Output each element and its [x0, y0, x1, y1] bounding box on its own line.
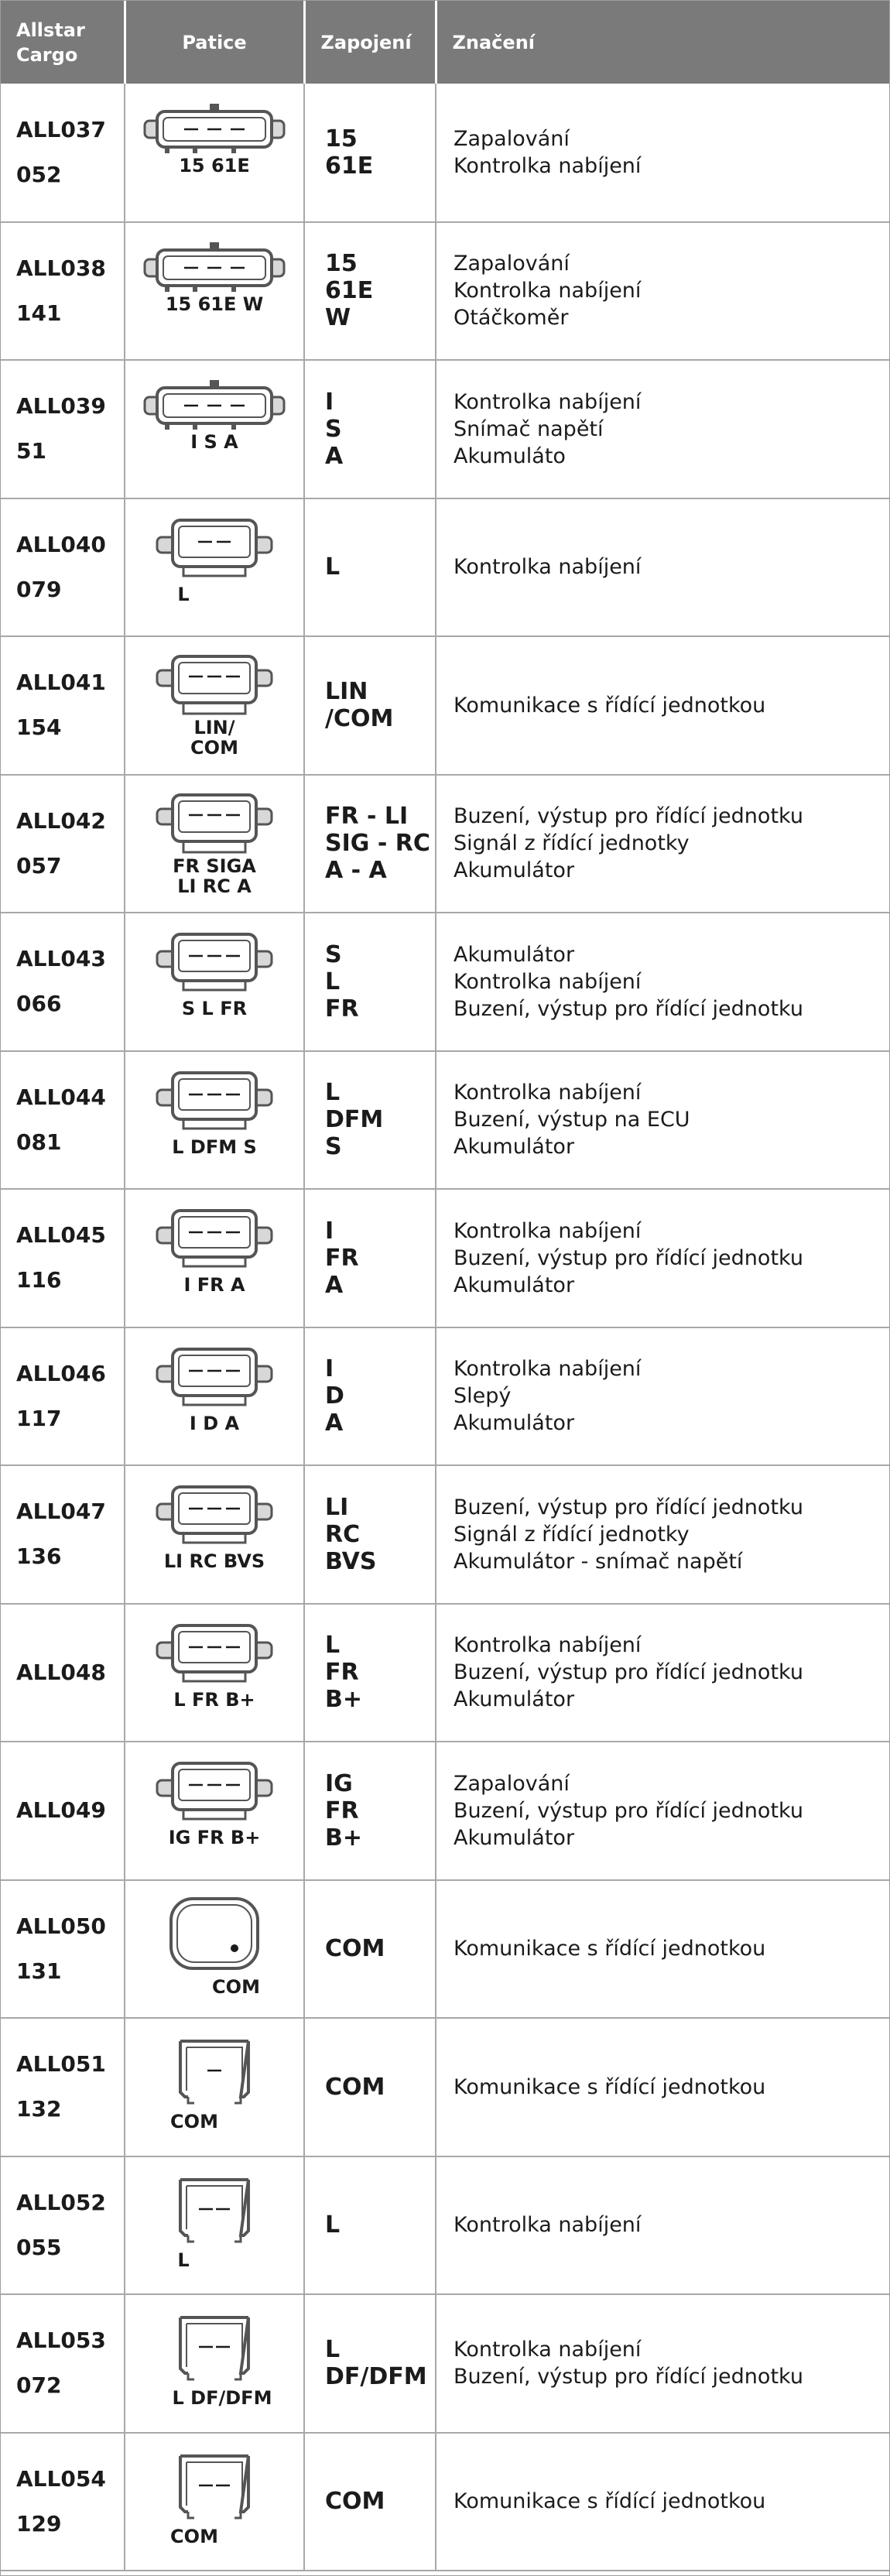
pinout-cell	[304, 2433, 436, 2571]
connector-cell	[125, 222, 304, 361]
part-number: ALL046	[16, 1360, 106, 1386]
pin-name: L	[325, 2336, 341, 2364]
pin-meaning: Buzení, výstup pro řídící jednotku	[454, 804, 803, 829]
pin-name: BVS	[325, 1547, 377, 1575]
pin-meaning: Komunikace s řídící jednotkou	[454, 1937, 766, 1961]
pin-meaning: Kontrolka nabíjení	[454, 1218, 642, 1243]
connector-shape	[157, 1211, 272, 1266]
connector-diagram	[137, 2167, 292, 2283]
pin-meaning: Kontrolka nabíjení	[454, 1357, 642, 1382]
connector-cell	[125, 1189, 304, 1327]
table-row	[1, 360, 889, 498]
connector-shape	[180, 2456, 248, 2518]
pin-name: I	[325, 1217, 334, 1245]
connector-shape	[157, 1763, 272, 1819]
connector-diagram	[137, 1752, 292, 1869]
pinout-cell	[304, 1742, 436, 1880]
pin-name: RC	[325, 1520, 361, 1548]
part-number-suffix: 131	[16, 1958, 62, 1984]
connector-cell	[125, 636, 304, 775]
meaning-cell	[436, 498, 889, 637]
connector-shape	[145, 104, 284, 153]
part-number-cell	[1, 2294, 125, 2433]
pinout-cell	[304, 775, 436, 913]
part-number-cell	[1, 84, 125, 222]
pin-name: I	[325, 388, 334, 416]
table-header-row	[1, 1, 889, 84]
pin-meaning: Akumulátor	[454, 1825, 575, 1850]
meaning-cell	[436, 2018, 889, 2156]
table-row	[1, 2018, 889, 2156]
meaning-cell	[436, 1189, 889, 1327]
part-number-cell	[1, 1880, 125, 2019]
pin-name: COM	[325, 2488, 385, 2516]
pinout-cell	[304, 2018, 436, 2156]
part-number: ALL042	[16, 807, 106, 834]
pinout-cell	[304, 1051, 436, 1190]
header-cargo-line1: Allstar	[16, 19, 85, 41]
connector-diagram	[137, 1476, 292, 1592]
connector-label: 15 61E	[179, 154, 250, 176]
meaning-cell	[436, 1742, 889, 1880]
connector-cell	[125, 913, 304, 1051]
meaning-cell	[436, 2156, 889, 2295]
pin-meaning: Zapalování	[454, 1771, 570, 1796]
pin-name: L	[325, 1632, 341, 1660]
header-znaceni: Značení	[452, 31, 535, 53]
pin-meaning: Kontrolka nabíjení	[454, 555, 642, 580]
pin-meaning: Buzení, výstup pro řídící jednotku	[454, 1798, 803, 1823]
part-number-suffix: 079	[16, 576, 62, 602]
pin-meaning: Akumulátor - snímač napětí	[454, 1549, 743, 1574]
meaning-cell	[436, 1465, 889, 1604]
part-number: ALL052	[16, 2189, 106, 2215]
pin-meaning: Akumulátor	[454, 1411, 575, 1436]
connector-label: I S A	[190, 431, 238, 454]
pin-meaning: Otáčkoměr	[454, 306, 569, 331]
connector-cell	[125, 1051, 304, 1190]
pin-meaning: Kontrolka nabíjení	[454, 389, 642, 414]
pinout-cell	[304, 913, 436, 1051]
table-row	[1, 84, 889, 222]
pin-name: FR	[325, 995, 359, 1023]
pin-meaning: Slepý	[454, 1384, 512, 1409]
pinout-cell	[304, 1880, 436, 2019]
pin-name: B+	[325, 1686, 363, 1714]
pin-meaning: Zapalování	[454, 252, 570, 276]
part-number-cell	[1, 1327, 125, 1466]
connector-diagram	[137, 1338, 292, 1454]
pin-name: DF/DFM	[325, 2363, 427, 2391]
pin-name: COM	[325, 2073, 385, 2101]
connector-diagram	[137, 371, 292, 487]
part-number-suffix: 132	[16, 2096, 62, 2122]
pin-name: FR	[325, 1659, 359, 1687]
part-number-suffix: 154	[16, 714, 62, 741]
part-number-cell	[1, 2156, 125, 2295]
meaning-cell	[436, 913, 889, 1051]
part-number-suffix: 057	[16, 852, 62, 879]
pin-meaning: Buzení, výstup pro řídící jednotku	[454, 1495, 803, 1519]
part-number-suffix: 51	[16, 438, 46, 464]
connector-shape	[180, 2317, 248, 2379]
connector-cell	[125, 1604, 304, 1742]
meaning-cell	[436, 1604, 889, 1742]
connector-diagram	[137, 94, 292, 211]
pin-name: A	[325, 1410, 344, 1437]
connector-label: L DF/DFM	[172, 2387, 272, 2410]
part-number: ALL045	[16, 1222, 106, 1249]
pin-meaning: Kontrolka nabíjení	[454, 2338, 642, 2362]
pin-meaning: Buzení, výstup pro řídící jednotku	[454, 996, 803, 1021]
connector-label: LIN/	[193, 717, 235, 739]
connector-diagram	[137, 233, 292, 349]
connector-label: 15 61E W	[165, 293, 264, 315]
connector-shape	[157, 1073, 272, 1129]
part-number-suffix: 141	[16, 300, 62, 326]
part-number: ALL053	[16, 2328, 106, 2354]
meaning-cell	[436, 2433, 889, 2571]
table-row	[1, 2156, 889, 2295]
part-number-suffix: 052	[16, 161, 62, 187]
pinout-cell	[304, 84, 436, 222]
part-number: ALL054	[16, 2465, 106, 2492]
pin-meaning: Buzení, výstup pro řídící jednotku	[454, 1245, 803, 1270]
part-number-cell	[1, 222, 125, 361]
pin-meaning: Zapalování	[454, 126, 570, 151]
table-row	[1, 222, 889, 361]
part-number: ALL048	[16, 1659, 106, 1685]
part-number-cell	[1, 913, 125, 1051]
pin-meaning: Akumulátor	[454, 1135, 575, 1160]
table-row	[1, 636, 889, 775]
connector-label: LI RC BVS	[163, 1550, 265, 1573]
connector-label: L FR B+	[173, 1688, 255, 1711]
part-number: ALL049	[16, 1797, 106, 1824]
table-row	[1, 1604, 889, 1742]
pin-name: L	[325, 2211, 341, 2239]
connector-shape	[157, 656, 272, 714]
pin-name: S	[325, 940, 342, 968]
connector-cell	[125, 2018, 304, 2156]
pin-name: A	[325, 1271, 344, 1299]
meaning-cell	[436, 360, 889, 498]
connector-label: S L FR	[181, 998, 248, 1020]
part-number-cell	[1, 2433, 125, 2571]
pin-meaning: Komunikace s řídící jednotkou	[454, 2074, 766, 2099]
meaning-cell	[436, 84, 889, 222]
part-number: ALL050	[16, 1913, 106, 1939]
table-row	[1, 913, 889, 1051]
connector-label: IG FR B+	[168, 1827, 261, 1849]
pin-slot	[231, 1944, 238, 1952]
table-row	[1, 2433, 889, 2571]
connector-cell	[125, 1327, 304, 1466]
pin-meaning: Signál z řídící jednotky	[454, 1522, 690, 1547]
part-number-cell	[1, 1604, 125, 1742]
pin-meaning: Akumuláto	[454, 444, 566, 468]
header-cargo	[1, 1, 125, 84]
connector-shape	[180, 2041, 248, 2103]
header-cargo-line2: Cargo	[16, 43, 78, 66]
table-row	[1, 775, 889, 913]
part-number-cell	[1, 775, 125, 913]
pin-meaning: Komunikace s řídící jednotkou	[454, 2489, 766, 2514]
table-row	[1, 1742, 889, 1880]
pinout-cell	[304, 1327, 436, 1466]
pin-name: SIG - RC	[325, 830, 430, 858]
connector-cell	[125, 1880, 304, 2019]
pin-name: W	[325, 304, 351, 332]
pin-name: FR	[325, 1797, 359, 1824]
pin-name: I	[325, 1355, 334, 1383]
connector-cell	[125, 2433, 304, 2571]
part-number: ALL047	[16, 1499, 106, 1525]
pin-name: 61E	[325, 152, 374, 180]
pin-name: 15	[325, 250, 358, 278]
connector-cell	[125, 1465, 304, 1604]
pin-meaning: Buzení, výstup pro řídící jednotku	[454, 2365, 803, 2389]
pin-name: D	[325, 1382, 344, 1410]
connector-diagram	[137, 2444, 292, 2560]
pin-meaning: Akumulátor	[454, 1687, 575, 1712]
part-number: ALL043	[16, 946, 106, 972]
connector-diagram	[137, 923, 292, 1040]
part-number: ALL051	[16, 2051, 106, 2078]
meaning-cell	[436, 222, 889, 361]
part-number-suffix: 066	[16, 991, 62, 1017]
part-number: ALL039	[16, 393, 106, 420]
pin-meaning: Snímač napětí	[454, 416, 604, 441]
pin-name: S	[325, 415, 342, 443]
part-number: ALL040	[16, 531, 106, 557]
connector-cell	[125, 360, 304, 498]
pin-name: A	[325, 442, 344, 470]
connector-diagram	[137, 2029, 292, 2145]
connector-diagram	[137, 647, 292, 763]
meaning-cell	[436, 2294, 889, 2433]
pin-meaning: Kontrolka nabíjení	[454, 153, 642, 178]
part-number-suffix: 055	[16, 2234, 62, 2260]
pin-name: 61E	[325, 277, 374, 305]
connector-cell	[125, 2294, 304, 2433]
table-row	[1, 1189, 889, 1327]
part-number-cell	[1, 360, 125, 498]
connector-diagram	[137, 509, 292, 625]
pin-meaning: Signál z řídící jednotky	[454, 831, 690, 856]
connector-shape	[145, 380, 284, 430]
table-row	[1, 1880, 889, 2019]
connector-label: I FR A	[183, 1274, 245, 1297]
pin-name: 15	[325, 125, 358, 152]
pin-name: B+	[325, 1824, 363, 1852]
pin-meaning: Kontrolka nabíjení	[454, 1081, 642, 1105]
pin-name: IG	[325, 1769, 353, 1797]
pinout-cell	[304, 1465, 436, 1604]
pin-name: LIN	[325, 678, 368, 706]
pin-name: DFM	[325, 1106, 384, 1134]
connector-diagram	[137, 1891, 292, 2007]
pin-name: L	[325, 553, 341, 581]
connector-diagram	[137, 786, 292, 902]
pinout-cell	[304, 222, 436, 361]
table-row	[1, 1051, 889, 1190]
pin-meaning: Komunikace s řídící jednotkou	[454, 693, 766, 718]
connector-cell	[125, 1742, 304, 1880]
pin-name: A - A	[325, 857, 387, 885]
pinout-cell	[304, 1189, 436, 1327]
pinout-cell	[304, 498, 436, 637]
connector-label: COM	[170, 2525, 218, 2547]
pin-meaning: Akumulátor	[454, 1273, 575, 1297]
table-row	[1, 1465, 889, 1604]
connector-diagram	[137, 1062, 292, 1178]
part-number-cell	[1, 1742, 125, 1880]
table-row	[1, 498, 889, 637]
part-number: ALL037	[16, 116, 106, 142]
pin-name: L	[325, 1079, 341, 1107]
pin-meaning: Akumulátor	[454, 942, 575, 967]
part-number-cell	[1, 1465, 125, 1604]
pin-meaning: Kontrolka nabíjení	[454, 279, 642, 303]
part-number-suffix: 072	[16, 2372, 62, 2399]
pin-meaning: Kontrolka nabíjení	[454, 969, 642, 994]
meaning-cell	[436, 1051, 889, 1190]
table-row	[1, 1327, 889, 1466]
pinout-cell	[304, 360, 436, 498]
header-zapojeni: Zapojení	[304, 1, 436, 84]
pinout-cell	[304, 2156, 436, 2295]
connector-shape	[157, 1487, 272, 1543]
meaning-cell	[436, 1880, 889, 2019]
part-number-cell	[1, 1189, 125, 1327]
part-number-suffix: 129	[16, 2510, 62, 2537]
pin-meaning: Buzení, výstup pro řídící jednotku	[454, 1660, 803, 1685]
pin-name: /COM	[325, 705, 394, 733]
connector-label: I D A	[189, 1412, 240, 1434]
part-number-cell	[1, 636, 125, 775]
part-number-suffix: 136	[16, 1543, 62, 1570]
pin-meaning: Kontrolka nabíjení	[454, 2213, 642, 2238]
pin-name: FR	[325, 1244, 359, 1272]
meaning-cell	[436, 636, 889, 775]
connector-shape	[157, 1349, 272, 1405]
connector-label: COM	[212, 1975, 260, 1998]
part-number-suffix: 081	[16, 1129, 62, 1155]
pin-meaning: Buzení, výstup na ECU	[454, 1108, 690, 1132]
part-number-cell	[1, 498, 125, 637]
header-patice: Patice	[125, 1, 304, 84]
pin-name: L	[325, 968, 341, 995]
table-row	[1, 2294, 889, 2433]
connector-diagram	[137, 1200, 292, 1316]
connector-label: COM	[170, 2111, 218, 2133]
table-body	[1, 84, 889, 2571]
part-number: ALL041	[16, 670, 106, 696]
part-number-suffix: 116	[16, 1267, 62, 1293]
connector-label: L	[177, 583, 190, 605]
pin-name: S	[325, 1133, 342, 1161]
part-number: ALL038	[16, 255, 106, 281]
connector-shape	[157, 795, 272, 852]
connector-label: L	[177, 2249, 190, 2271]
meaning-cell	[436, 775, 889, 913]
connector-diagram	[137, 1615, 292, 1731]
connector-cell	[125, 84, 304, 222]
connector-label: L DFM S	[172, 1136, 257, 1158]
part-number-cell	[1, 2018, 125, 2156]
connector-shape	[157, 934, 272, 990]
connector-cell	[125, 2156, 304, 2295]
part-number-cell	[1, 1051, 125, 1190]
connector-shape	[145, 242, 284, 292]
connector-shape	[171, 1899, 258, 1968]
pin-name: COM	[325, 1935, 385, 1963]
part-number-suffix: 117	[16, 1405, 62, 1431]
connector-cell	[125, 775, 304, 913]
pinout-cell	[304, 1604, 436, 1742]
connector-shape	[180, 2180, 248, 2242]
part-number: ALL044	[16, 1084, 106, 1110]
pin-meaning: Akumulátor	[454, 858, 575, 883]
connector-table	[1, 1, 889, 2571]
meaning-cell	[436, 1327, 889, 1466]
connector-diagram	[137, 2305, 292, 2421]
pin-meaning: Kontrolka nabíjení	[454, 1633, 642, 1658]
connector-label-line2: LI RC A	[177, 875, 252, 897]
connector-shape	[157, 1625, 272, 1681]
pinout-cell	[304, 636, 436, 775]
pinout-cell	[304, 2294, 436, 2433]
connector-shape	[157, 520, 272, 576]
connector-label-line2: COM	[190, 737, 238, 759]
connector-cell	[125, 498, 304, 637]
pin-name: FR - LI	[325, 803, 409, 831]
connector-label: FR SIGA	[173, 855, 256, 877]
pin-name: LI	[325, 1493, 349, 1521]
